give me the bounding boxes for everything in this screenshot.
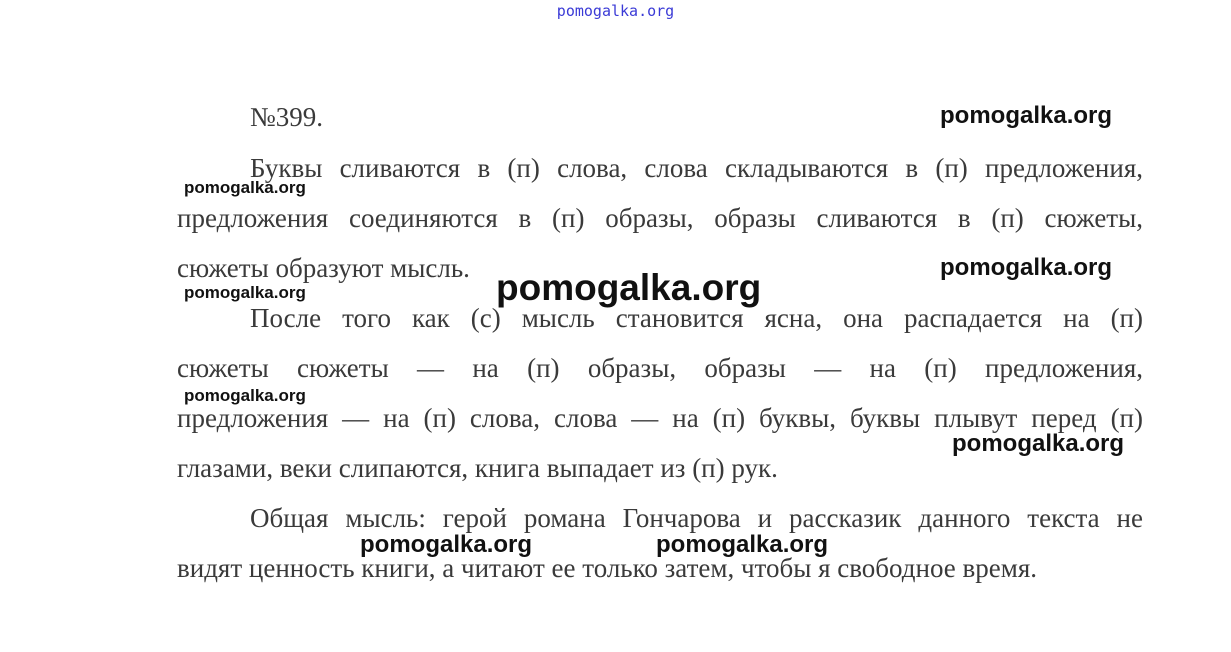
watermark: pomogalka.org	[496, 267, 762, 308]
text-line: сюжеты сюжеты — на (п) образы, образы — на (п) предложения,	[177, 353, 1143, 383]
text-line: глазами, веки слипаются, книга выпадает из (п) рук.	[177, 453, 778, 483]
watermark: pomogalka.org	[656, 531, 829, 558]
paragraph-2	[177, 293, 1143, 493]
watermark: pomogalka.org	[940, 102, 1113, 129]
site-link[interactable]: pomogalka.org	[556, 2, 675, 20]
watermark: pomogalka.org	[952, 430, 1125, 457]
text-line: Общая мысль: герой романа Гончарова и рассказик данного текста не	[250, 503, 1143, 533]
exercise-number: №399.	[250, 102, 324, 132]
watermark: pomogalka.org	[360, 531, 533, 558]
text-line: сюжеты образуют мысль.	[177, 253, 470, 283]
text-line: Буквы сливаются в (п) слова, слова складываются в (п) предложения,	[250, 153, 1143, 183]
text-line: После того как (с) мысль становится ясна, она распадается на (п)	[250, 303, 1143, 333]
watermark: pomogalka.org	[184, 386, 306, 405]
watermark: pomogalka.org	[184, 283, 306, 302]
watermark: pomogalka.org	[184, 178, 306, 197]
text-line: предложения соединяются в (п) образы, образы сливаются в (п) сюжеты,	[177, 203, 1143, 233]
text-line: видят ценность книги, а читают ее только затем, чтобы я свободное время.	[177, 553, 1038, 583]
watermark: pomogalka.org	[940, 254, 1113, 281]
text-line: предложения — на (п) слова, слова — на (п) буквы, буквы плывут перед (п)	[177, 403, 1143, 433]
